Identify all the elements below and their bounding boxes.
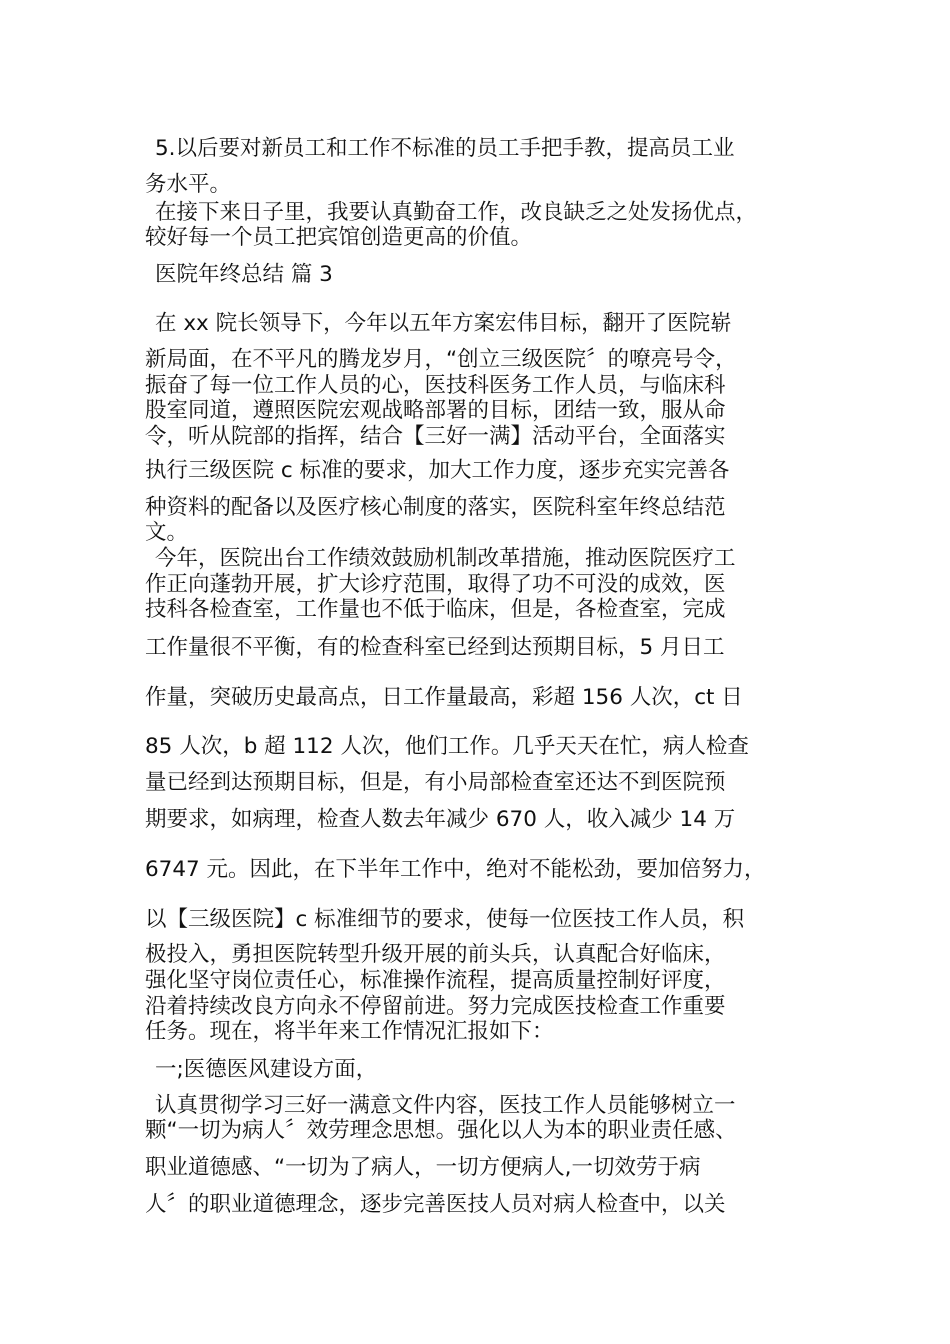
text-line: 工作量很不平衡，有的检查科室已经到达预期目标，5 月日工 xyxy=(145,635,725,660)
text-line: 文。 xyxy=(145,520,189,545)
text-line: 技科各检查室，工作量也不低于临床，但是，各检查室，完成 xyxy=(145,597,726,622)
text-line: 期要求，如病理，检查人数去年减少 670 人，收入减少 14 万 xyxy=(145,807,736,832)
text-line: 新局面，在不平凡的腾龙岁月，“创立三级医院〞的嘹亮号令， xyxy=(145,347,737,372)
text-line: 今年，医院出台工作绩效鼓励机制改革措施，推动医院医疗工 xyxy=(155,546,736,571)
text-line: 执行三级医院 c 标准的要求，加大工作力度，逐步充实完善各 xyxy=(145,458,730,483)
text-line: 颗“一切为病人〞效劳理念思想。强化以人为本的职业责任感、 xyxy=(145,1118,737,1143)
text-line: 务水平。 xyxy=(145,172,232,197)
text-line: 量已经到达预期目标，但是，有小局部检查室还达不到医院预 xyxy=(145,770,726,795)
text-line: 种资料的配备以及医疗核心制度的落实，医院科室年终总结范 xyxy=(145,495,726,520)
text-line: 85 人次，b 超 112 人次，他们工作。几乎天天在忙，病人检查 xyxy=(145,734,749,759)
text-line: 振奋了每一位工作人员的心，医技科医务工作人员，与临床科 xyxy=(145,373,726,398)
text-line: 作正向蓬勃开展，扩大诊疗范围，取得了功不可没的成效，医 xyxy=(145,572,726,597)
text-line: 极投入，勇担医院转型升级开展的前头兵，认真配合好临床， xyxy=(145,942,726,967)
text-line: 以【三级医院】c 标准细节的要求，使每一位医技工作人员，积 xyxy=(145,907,745,932)
text-line: 认真贯彻学习三好一满意文件内容，医技工作人员能够树立一 xyxy=(155,1093,736,1118)
text-line: 职业道德感、“一切为了病人，一切方便病人,一切效劳于病 xyxy=(145,1155,701,1180)
text-line: 沿着持续改良方向永不停留前进。努力完成医技检查工作重要 xyxy=(145,994,726,1019)
text-line: 股室同道，遵照医院宏观战略部署的目标，团结一致，服从命 xyxy=(145,398,726,423)
section-heading: 医院年终总结 篇 3 xyxy=(155,262,333,287)
text-line: 在 xx 院长领导下，今年以五年方案宏伟目标，翻开了医院崭 xyxy=(155,311,732,336)
text-line: 6747 元。因此，在下半年工作中，绝对不能松劲，要加倍努力， xyxy=(145,857,766,882)
text-line: 人〞的职业道德理念，逐步完善医技人员对病人检查中，以关 xyxy=(145,1192,726,1217)
text-line: 作量，突破历史最高点，日工作量最高，彩超 156 人次，ct 日 xyxy=(145,685,743,710)
text-line: 令，听从院部的指挥，结合【三好一满】活动平台，全面落实 xyxy=(145,424,726,449)
text-line: 强化坚守岗位责任心，标准操作流程，提高质量控制好评度， xyxy=(145,968,726,993)
section-heading: 一;医德医风建设方面， xyxy=(155,1057,378,1082)
text-line: 任务。现在，将半年来工作情况汇报如下： xyxy=(145,1019,554,1044)
text-line: 在接下来日子里，我要认真勤奋工作，改良缺乏之处发扬优点， xyxy=(155,200,758,225)
text-line: 较好每一个员工把宾馆创造更高的价值。 xyxy=(145,225,533,250)
text-line: 5.以后要对新员工和工作不标准的员工手把手教，提高员工业 xyxy=(155,136,735,161)
